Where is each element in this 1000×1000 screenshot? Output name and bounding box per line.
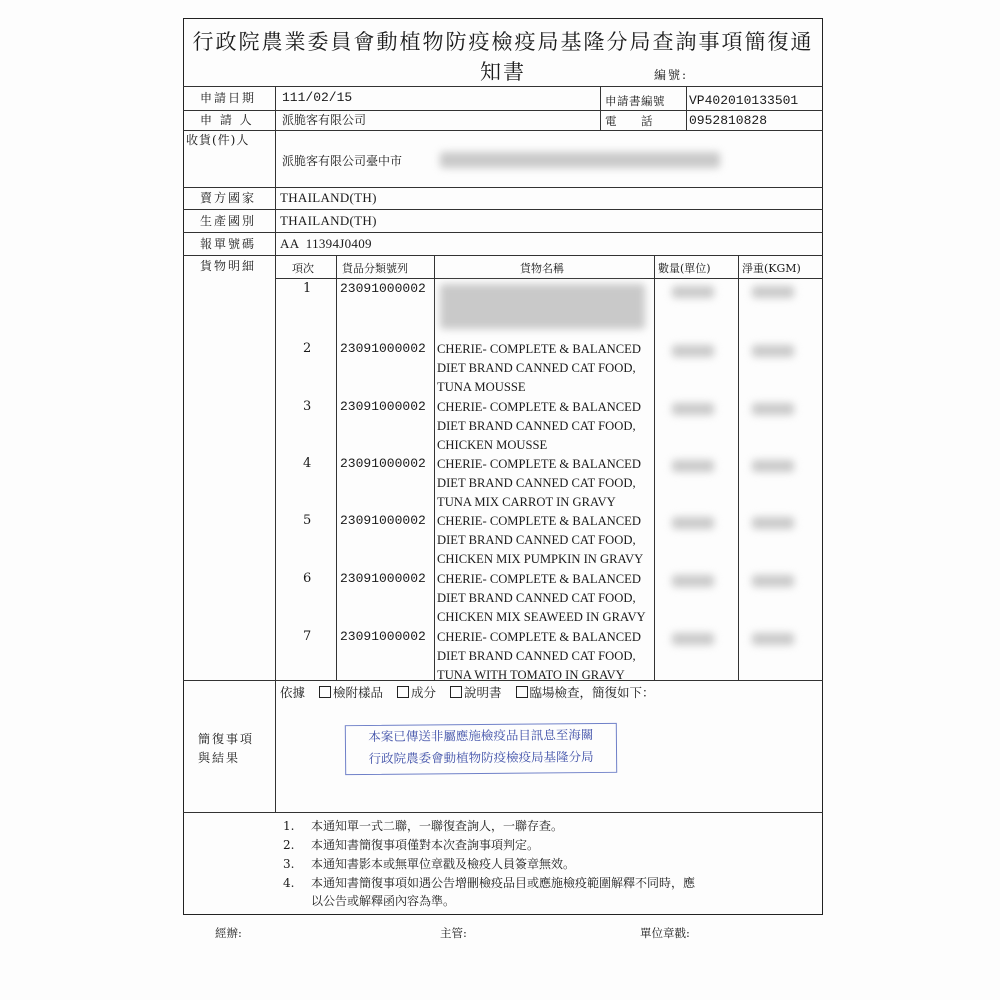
row-4-code: 23091000002: [340, 456, 426, 471]
consignee-label: 收貨(件)人: [186, 133, 250, 147]
row-6-no: 6: [303, 571, 312, 586]
row-1-code: 23091000002: [340, 281, 426, 296]
row-3-name: CHERIE- COMPLETE & BALANCED DIET BRAND CANNED CAT FOOD, CHICKEN MOUSSE: [437, 400, 641, 452]
declaration-no-value: AA 11394J0409: [280, 236, 372, 251]
row-7-weight-redacted: [752, 633, 794, 645]
col-header-item-no: 項次: [292, 262, 314, 275]
note-item: [283, 857, 575, 871]
note-number: 4.: [283, 876, 295, 890]
row-6-weight-redacted: [752, 575, 794, 587]
row-2-qty-redacted: [672, 345, 714, 357]
seller-country-label: 賣方國家: [200, 191, 257, 205]
reply-options-line: [280, 686, 655, 700]
col-header-hs-code: 貨品分類號列: [342, 262, 408, 275]
row-7-no: 7: [303, 629, 312, 644]
apply-no-label: 申請書編號: [605, 94, 665, 108]
col-header-net-weight: 淨重(KGM): [742, 262, 801, 275]
note-item: [283, 894, 455, 908]
consignee-value: 派脆客有限公司臺中市: [282, 154, 403, 168]
basis-label: 依據: [280, 685, 306, 700]
col-header-goods-name: 貨物名稱: [520, 262, 564, 275]
row-6-name: CHERIE- COMPLETE & BALANCED DIET BRAND CANNED CAT FOOD, CHICKEN MIX SEAWEED IN GRAVY: [437, 572, 646, 624]
row-5-weight-redacted: [752, 517, 794, 529]
row-3-weight-redacted: [752, 403, 794, 415]
seller-country-value: THAILAND(TH): [280, 190, 377, 205]
row-4-no: 4: [303, 456, 312, 471]
note-item: [283, 838, 539, 852]
row-5-no: 5: [303, 513, 312, 528]
checkbox-ingredients[interactable]: [397, 686, 409, 698]
declaration-no-label: 報單號碼: [200, 237, 257, 251]
row-7-name: CHERIE- COMPLETE & BALANCED DIET BRAND CANNED CAT FOOD, TUNA WITH TOMATO IN GRAVY: [437, 630, 641, 682]
redacted-address: [440, 152, 720, 168]
apply-date-value: 111/02/15: [282, 90, 353, 105]
row-4-qty-redacted: [672, 460, 714, 472]
note-text: 本通知書簡復事項如遇公告增刪檢疫品目或應施檢疫範圍解釋不同時，應: [311, 876, 696, 890]
row-3-qty-redacted: [672, 403, 714, 415]
row-1-name-redacted: [440, 284, 645, 329]
row-1-qty-redacted: [672, 286, 714, 298]
note-number: 1.: [283, 819, 295, 833]
stamp-line-1: 本案已傳送非屬應施檢疫品目訊息至海關: [368, 727, 594, 744]
serial-label: 編號:: [654, 68, 689, 82]
note-number: 2.: [283, 838, 295, 852]
note-item: [283, 819, 563, 833]
row-7-code: 23091000002: [340, 629, 426, 644]
footer-handler: 經辦:: [215, 926, 242, 940]
option-sample-label: 檢附樣品: [333, 685, 384, 700]
row-3-code: 23091000002: [340, 399, 426, 414]
col-header-quantity: 數量(單位): [658, 262, 711, 275]
origin-country-value: THAILAND(TH): [280, 213, 377, 228]
footer-unit-seal: 單位章戳:: [640, 926, 690, 940]
note-item: [283, 876, 695, 890]
note-text: 本通知單一式二聯，一聯復查詢人，一聯存查。: [311, 819, 564, 833]
row-2-no: 2: [303, 341, 312, 356]
applicant-value: 派脆客有限公司: [282, 113, 367, 127]
note-text: 本通知書簡復事項僅對本次查詢事項判定。: [311, 838, 540, 852]
checkbox-manual[interactable]: [450, 686, 462, 698]
row-5-qty-redacted: [672, 517, 714, 529]
footer-supervisor: 主管:: [440, 926, 467, 940]
row-4-weight-redacted: [752, 460, 794, 472]
row-6-qty-redacted: [672, 575, 714, 587]
option-manual-label: 說明書: [464, 685, 502, 700]
row-5-code: 23091000002: [340, 513, 426, 528]
checkbox-onsite[interactable]: [516, 686, 528, 698]
option-onsite-label: 臨場檢查，簡復如下：: [529, 685, 655, 700]
row-2-code: 23091000002: [340, 341, 426, 356]
goods-label: 貨物明細: [200, 259, 257, 273]
checkbox-sample[interactable]: [319, 686, 331, 698]
note-text: 本通知書影本或無單位章戳及檢疫人員簽章無效。: [311, 857, 576, 871]
origin-country-label: 生產國別: [200, 214, 257, 228]
note-text: 以公告或解釋函內容為準。: [311, 894, 456, 908]
phone-value: 0952810828: [689, 113, 768, 128]
option-ingredients-label: 成分: [411, 685, 437, 700]
row-4-name: CHERIE- COMPLETE & BALANCED DIET BRAND CANNED CAT FOOD, TUNA MIX CARROT IN GRAVY: [437, 457, 641, 509]
row-2-weight-redacted: [752, 345, 794, 357]
applicant-label: 申 請 人: [200, 113, 254, 127]
phone-label: 電 話: [605, 114, 653, 128]
apply-date-label: 申請日期: [200, 91, 257, 105]
row-5-name: CHERIE- COMPLETE & BALANCED DIET BRAND CANNED CAT FOOD, CHICKEN MIX PUMPKIN IN GRAVY: [437, 514, 644, 566]
row-1-no: 1: [303, 281, 312, 296]
stamp-line-2: 行政院農委會動植物防疫檢疫局基隆分局: [368, 749, 594, 766]
note-number: 3.: [283, 857, 295, 871]
row-7-qty-redacted: [672, 633, 714, 645]
apply-no-value: VP402010133501: [689, 93, 799, 108]
row-2-name: CHERIE- COMPLETE & BALANCED DIET BRAND CANNED CAT FOOD, TUNA MOUSSE: [437, 342, 641, 394]
row-1-weight-redacted: [752, 286, 794, 298]
reply-section-label: 簡復事項 與結果: [198, 732, 255, 765]
row-6-code: 23091000002: [340, 571, 426, 586]
row-3-no: 3: [303, 399, 312, 414]
document-title: 行政院農業委員會動植物防疫檢疫局基隆分局查詢事項簡復通知書: [192, 30, 814, 84]
official-stamp: [345, 723, 617, 775]
